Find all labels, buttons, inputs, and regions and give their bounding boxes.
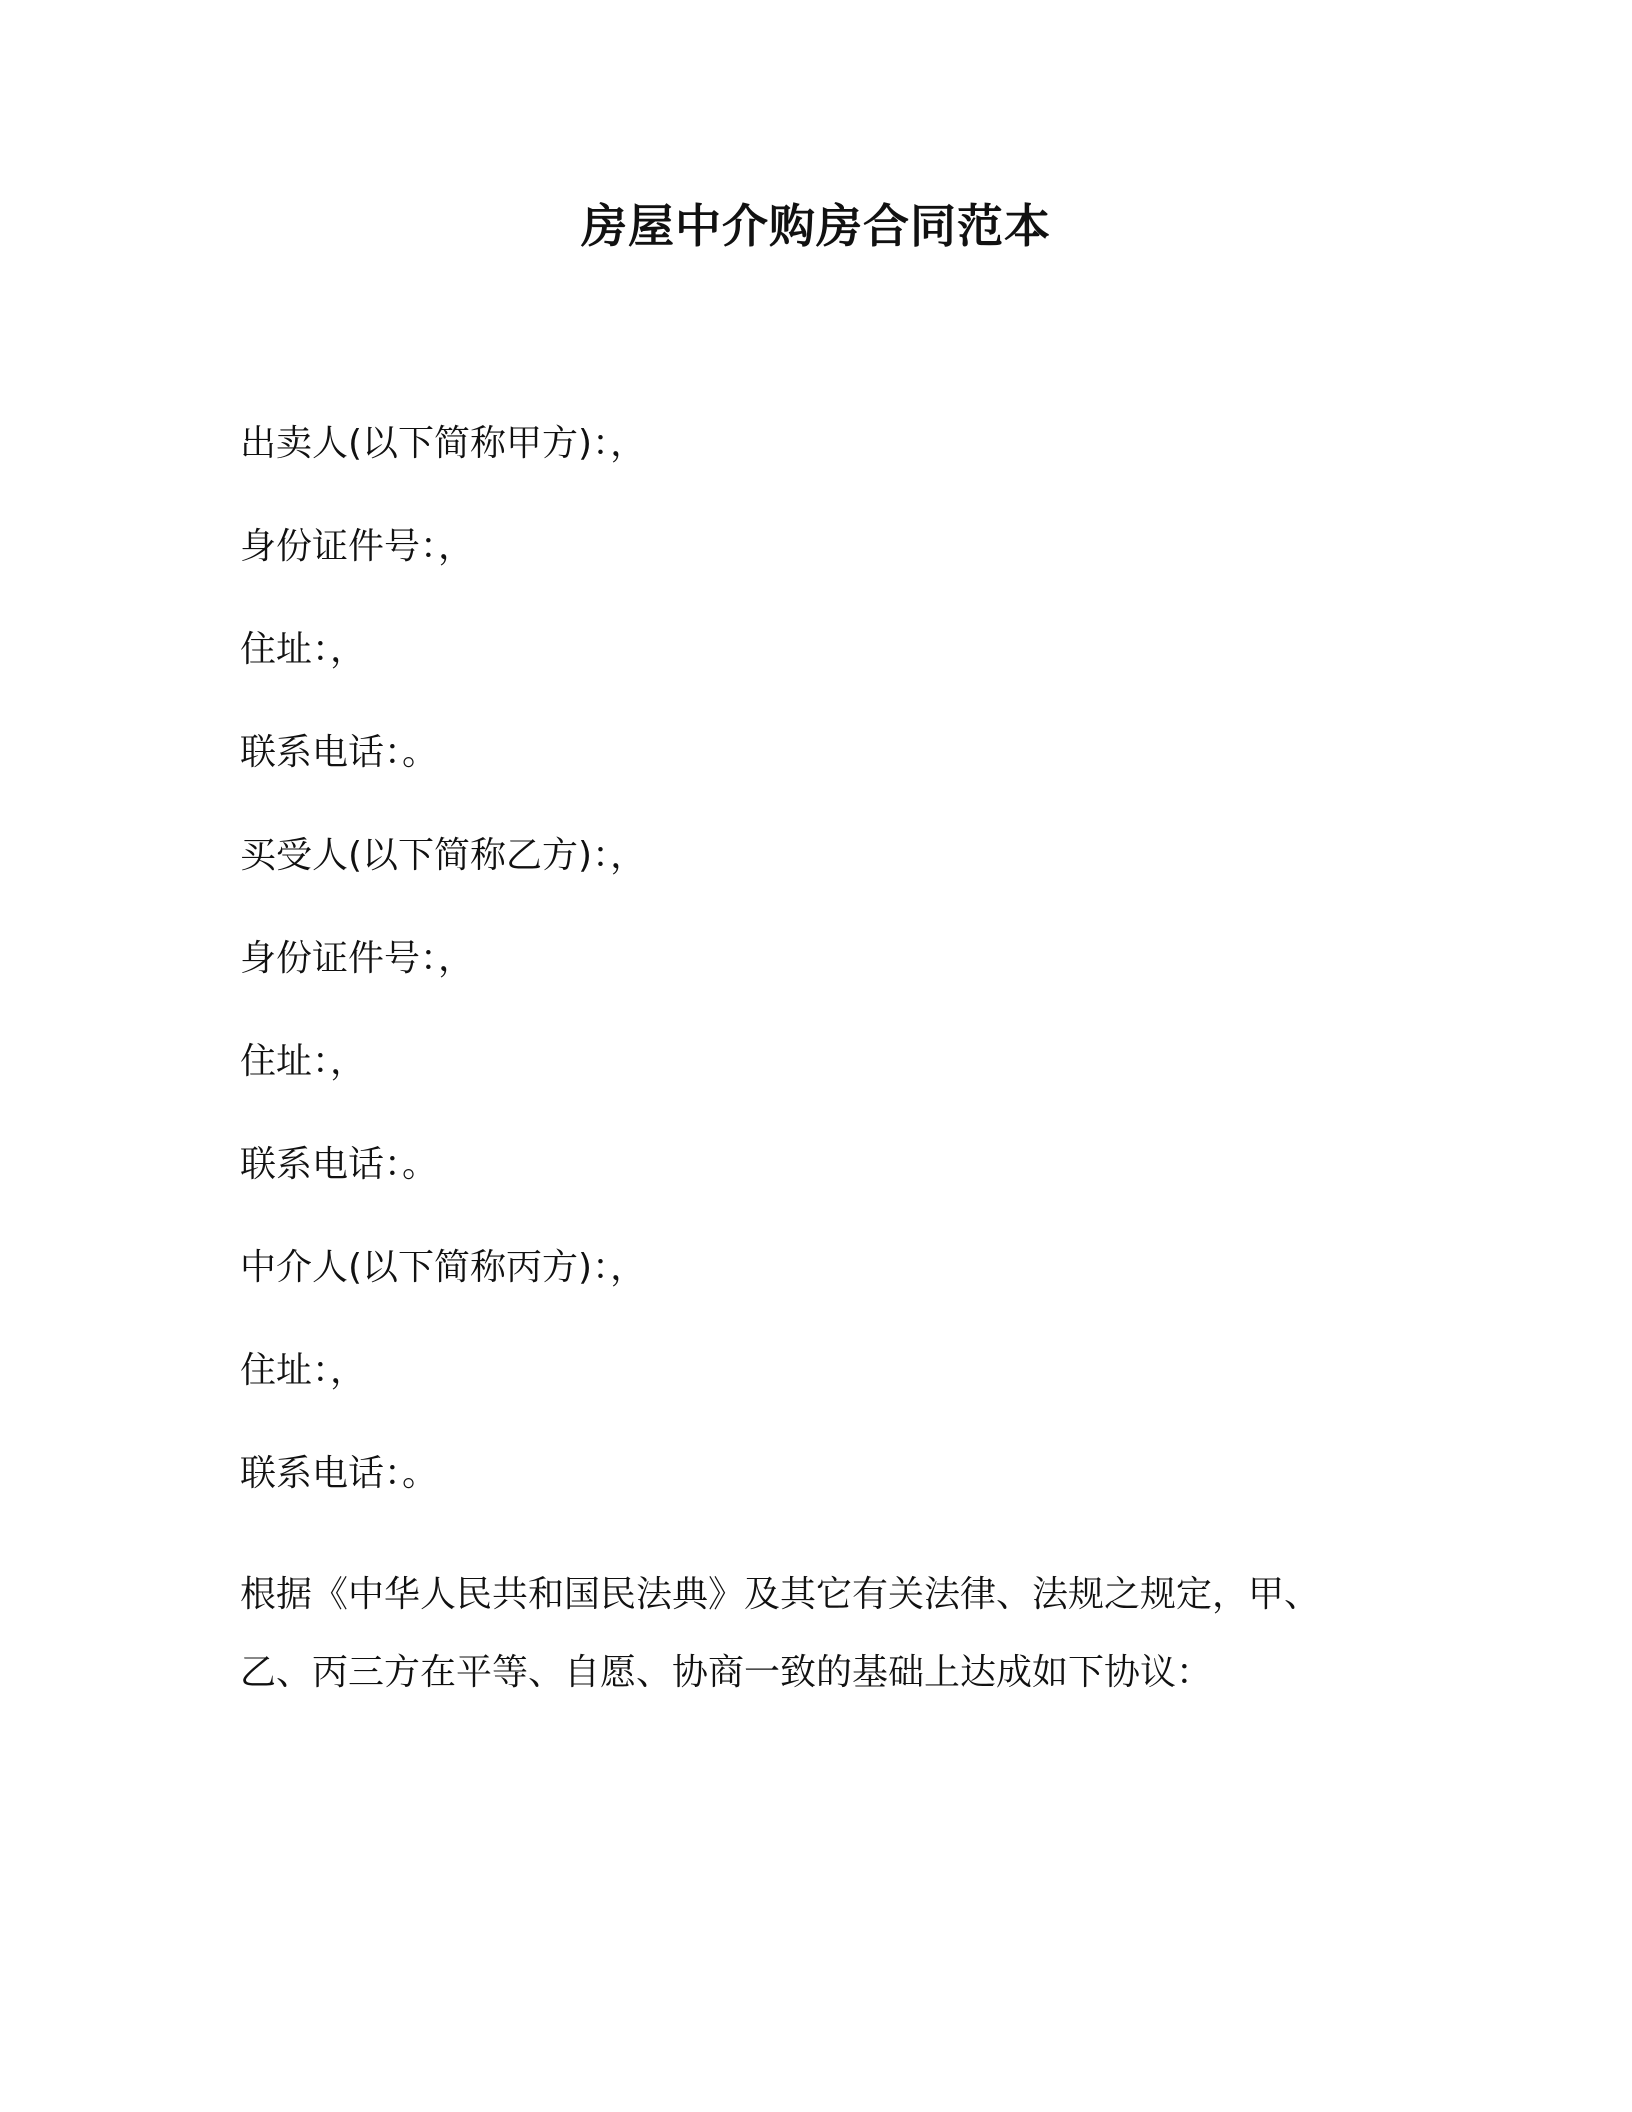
buyer-phone-line: 联系电话：。	[240, 1144, 439, 1185]
buyer-name-line: 买受人(以下简称乙方)：，	[240, 835, 647, 876]
agent-name-line: 中介人(以下简称丙方)：，	[240, 1247, 647, 1288]
seller-id-line: 身份证件号：，	[240, 526, 475, 567]
preamble-line: 根据《中华人民共和国民法典》及其它有关法律、法规之规定，甲、	[240, 1574, 1321, 1615]
seller-name-line: 出卖人(以下简称甲方)：，	[240, 423, 647, 464]
buyer-address-line: 住址：，	[240, 1041, 367, 1082]
buyer-id-line: 身份证件号：，	[240, 938, 475, 979]
seller-address-line: 住址：，	[240, 629, 367, 670]
preamble-paragraph	[240, 1556, 1370, 1712]
preamble-line: 乙、丙三方在平等、自愿、协商一致的基础上达成如下协议：	[240, 1652, 1213, 1693]
agent-address-line: 住址：，	[240, 1350, 367, 1391]
seller-phone-line: 联系电话：。	[240, 732, 439, 773]
document-title: 房屋中介购房合同范本	[581, 199, 1051, 253]
agent-phone-line: 联系电话：。	[240, 1453, 439, 1494]
